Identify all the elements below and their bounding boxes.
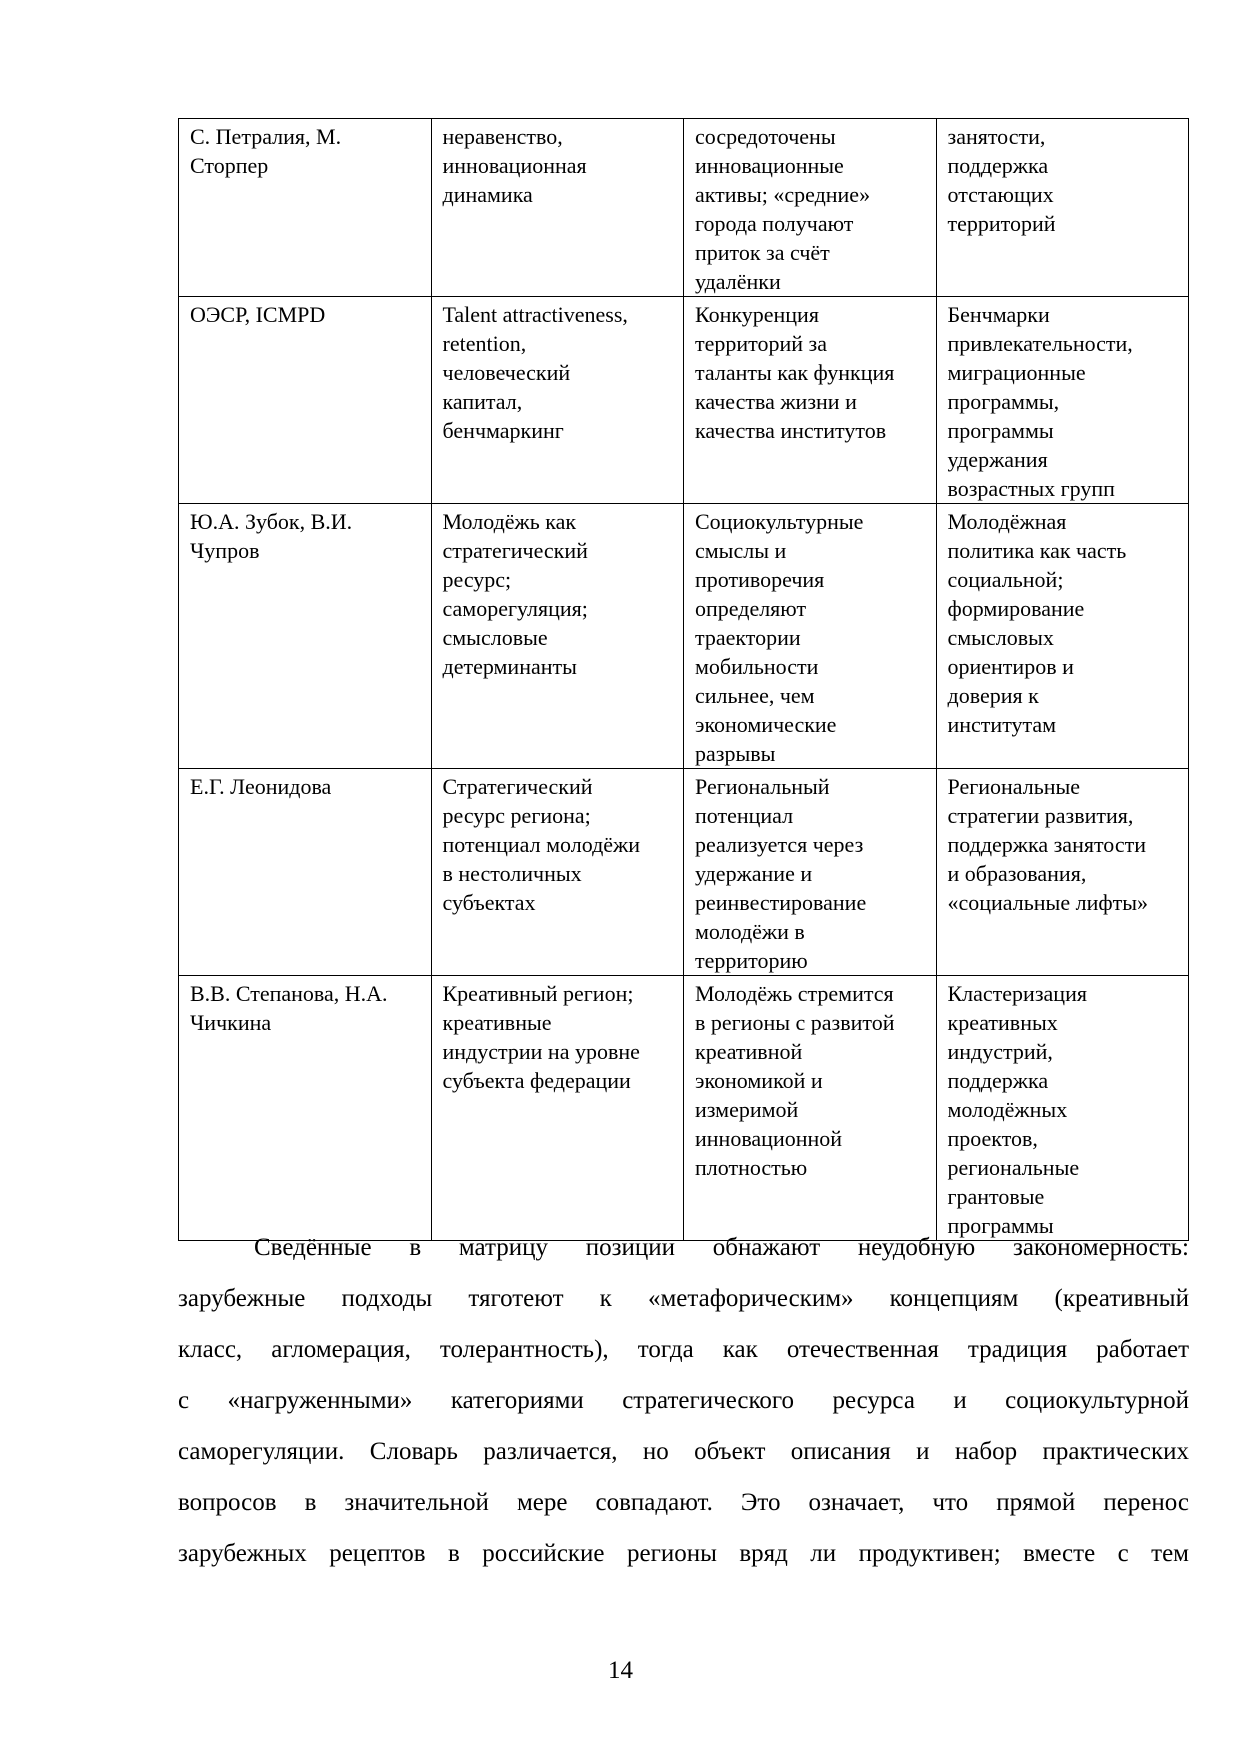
comparison-matrix-table	[178, 118, 1189, 1241]
table-row	[179, 769, 1189, 976]
table-cell-concept: Креативный регион; креативные индустрии на уровне субъекта федерации	[431, 976, 684, 1241]
table-row	[179, 119, 1189, 297]
table-cell-author: В.В. Степанова, Н.А. Чичкина	[179, 976, 432, 1241]
table-cell-policy: Бенчмарки привлекательности, миграционные программы, программы удержания возрастных групп	[936, 297, 1189, 504]
paragraph-line: Сведённые в матрицу позиции обнажают неудобную закономерность:	[254, 1234, 1189, 1261]
table-cell-author: Ю.А. Зубок, В.И. Чупров	[179, 504, 432, 769]
paragraph-line: с «нагруженными» категориями стратегического ресурса и социокультурной	[178, 1387, 1189, 1414]
table-cell-mechanism: Конкуренция территорий за таланты как функция качества жизни и качества институтов	[684, 297, 937, 504]
table-cell-mechanism: Молодёжь стремится в регионы с развитой креативной экономикой и измеримой инновационной плотностью	[684, 976, 937, 1241]
table-row	[179, 297, 1189, 504]
paragraph-line: класс, агломерация, толерантность), тогда как отечественная традиция работает	[178, 1336, 1189, 1363]
table-cell-author: С. Петралия, М. Сторпер	[179, 119, 432, 297]
table-cell-author: Е.Г. Леонидова	[179, 769, 432, 976]
table-row	[179, 976, 1189, 1241]
table-cell-policy: Кластеризация креативных индустрий, поддержка молодёжных проектов, региональные грантовые программы	[936, 976, 1189, 1241]
table-cell-mechanism: Социокультурные смыслы и противоречия определяют траектории мобильности сильнее, чем экономические разрывы	[684, 504, 937, 769]
paragraph-line: вопросов в значительной мере совпадают. Это означает, что прямой перенос	[178, 1489, 1189, 1516]
table-cell-concept: Молодёжь как стратегический ресурс; саморегуляция; смысловые детерминанты	[431, 504, 684, 769]
table-cell-mechanism: Региональный потенциал реализуется через удержание и реинвестирование молодёжи в территорию	[684, 769, 937, 976]
table-cell-policy: занятости, поддержка отстающих территорий	[936, 119, 1189, 297]
page-number: 14	[608, 1657, 633, 1684]
table-cell-author: ОЭСР, ICMPD	[179, 297, 432, 504]
body-paragraph	[178, 1222, 1189, 1579]
table-row	[179, 504, 1189, 769]
table-cell-policy: Молодёжная политика как часть социальной; формирование смысловых ориентиров и доверия к институтам	[936, 504, 1189, 769]
paragraph-line: зарубежных рецептов в российские регионы вряд ли продуктивен; вместе с тем	[178, 1540, 1189, 1567]
table-cell-policy: Региональные стратегии развития, поддержка занятости и образования, «социальные лифты»	[936, 769, 1189, 976]
paragraph-line: саморегуляции. Словарь различается, но объект описания и набор практических	[178, 1438, 1189, 1465]
table-cell-concept: неравенство, инновационная динамика	[431, 119, 684, 297]
paragraph-line: зарубежные подходы тяготеют к «метафорическим» концепциям (креативный	[178, 1285, 1189, 1312]
table-cell-concept: Стратегический ресурс региона; потенциал молодёжи в нестоличных субъектах	[431, 769, 684, 976]
table-cell-concept: Talent attractiveness, retention, человеческий капитал, бенчмаркинг	[431, 297, 684, 504]
table-cell-mechanism: сосредоточены инновационные активы; «средние» города получают приток за счёт удалёнки	[684, 119, 937, 297]
